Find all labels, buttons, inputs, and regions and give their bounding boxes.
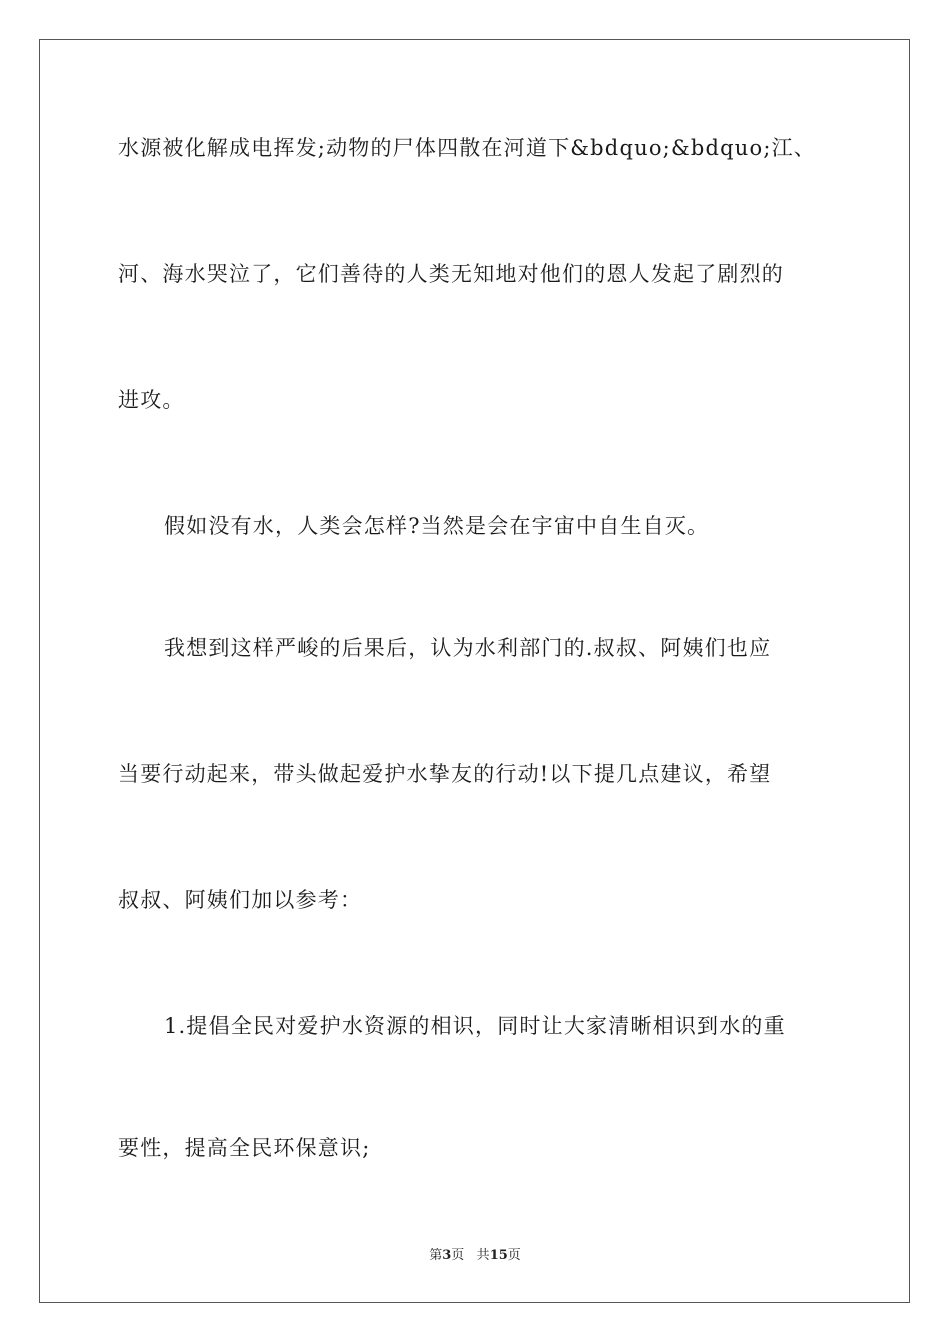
body-text-line-5: 我想到这样严峻的后果后，认为水利部门的.叔叔、阿姨们也应: [164, 636, 772, 660]
body-text-line-3: 进攻。: [118, 388, 185, 412]
body-text-line-6: 当要行动起来，带头做起爱护水挚友的行动!以下提几点建议，希望: [118, 762, 772, 786]
body-text-line-7: 叔叔、阿姨们加以参考：: [118, 888, 363, 912]
page-border: [39, 39, 910, 1303]
body-text-line-4: 假如没有水，人类会怎样?当然是会在宇宙中自生自灭。: [164, 514, 710, 538]
footer-total-prefix: 共: [476, 1248, 490, 1263]
footer-page-prefix: 第: [429, 1248, 443, 1263]
body-text-line-2: 河、海水哭泣了，它们善待的人类无知地对他们的恩人发起了剧烈的: [118, 262, 784, 286]
body-text-line-8: 1.提倡全民对爱护水资源的相识，同时让大家清晰相识到水的重: [164, 1014, 786, 1038]
body-text-line-1: 水源被化解成电挥发;动物的尸体四散在河道下&bdquo;&bdquo;江、: [118, 136, 817, 160]
footer-page-suffix: 页: [451, 1248, 465, 1263]
page-footer: [0, 1247, 950, 1265]
footer-page-number: 3: [442, 1248, 452, 1263]
footer-total-pages: 15: [489, 1248, 508, 1263]
body-text-line-9: 要性，提高全民环保意识;: [118, 1136, 371, 1160]
footer-total-suffix: 页: [507, 1248, 521, 1263]
